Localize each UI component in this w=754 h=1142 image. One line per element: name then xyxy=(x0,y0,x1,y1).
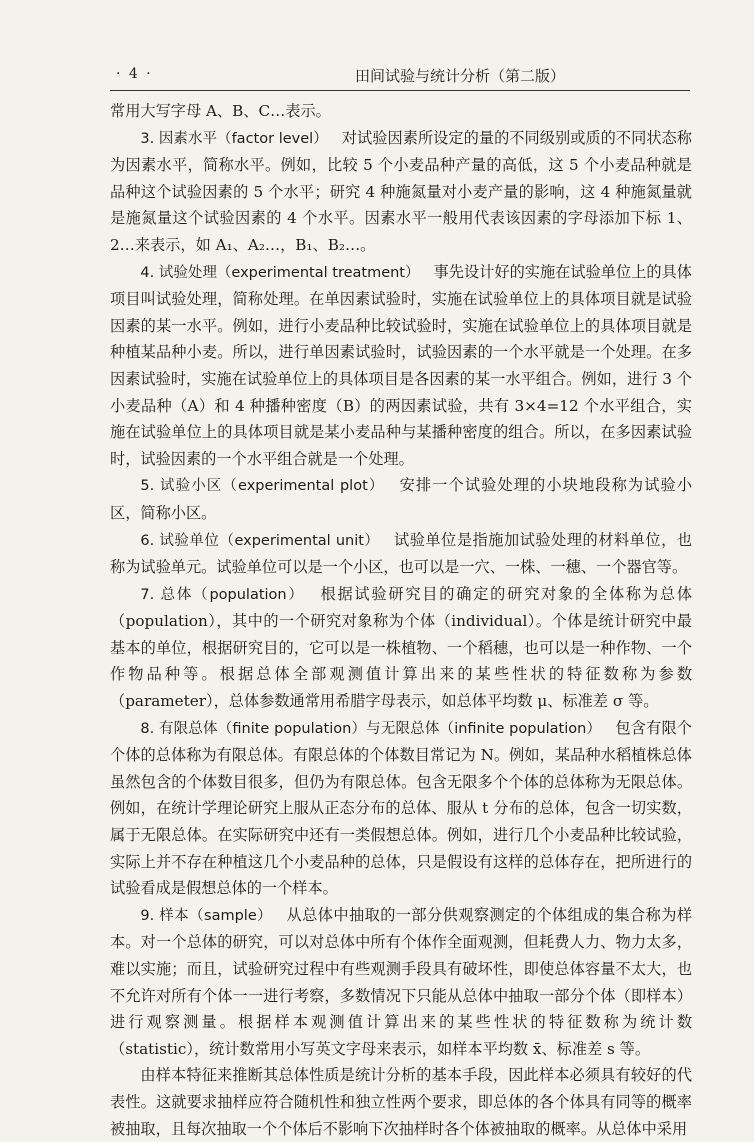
running-header xyxy=(110,60,690,91)
book-title: 田间试验与统计分析（第二版） xyxy=(354,67,565,85)
paragraph-text: 试验单位是指施加试验处理的材料单位，也称为试验单元。试验单位可以是一个小区，也可以是一穴、一株、一穗、一个器官等。 xyxy=(110,530,693,577)
body-text xyxy=(110,98,692,1142)
term-heading: 5. 试验小区（experimental plot） xyxy=(140,478,385,495)
paragraph-text: 包含有限个个体的总体称为有限总体。有限总体的个体数目常记为 N。例如，某品种水稻植株总体虽然包含的个体数目很多，但仍为有限总体。包含无限多个个体的总体称为无限总体。例如，在统计学理论研究上服从正态分布的总体、服从 t 分布的总体，包含一切实数，属于无限总体。在实际研究中还有一类假想总体。例如，进行几个小麦品种比较试验，实际上并不存在种植这几个小麦品种的总体，只是假设有这样的总体存在，把所进行的试验看成是假想总体的一个样本。 xyxy=(110,718,692,898)
term-heading: 9. 样本（sample） xyxy=(140,907,273,924)
term-heading: 8. 有限总体（finite population）与无限总体（infinite population） xyxy=(140,720,602,737)
paragraph-text: 对试验因素所设定的量的不同级别或质的不同状态称为因素水平，简称水平。例如，比较 5 个小麦品种产量的高低，这 5 个小麦品种就是品种这个试验因素的 5 个水平；研究 4 种施氮量对小麦产量的影响，这 4 种施氮量就是施氮量这个试验因素的 4 个水平。因素水平一般用代表该因素的字母添加下标 1、2…来表示，如 A₁、A₂…，B₁、B₂…。 xyxy=(110,128,692,254)
page-number: · 4 · xyxy=(116,66,153,82)
paragraph xyxy=(110,98,692,125)
paragraph xyxy=(110,259,692,473)
paragraph-text: 从总体中抽取的一部分供观察测定的个体组成的集合称为样本。对一个总体的研究，可以对总体中所有个体作全面观测，但耗费人力、物力太多，难以实施；而且，试验研究过程中有些观测手段具有破坏性，即使总体容量不太大，也不允许对所有个体一一进行考察，多数情况下只能从总体中抽取一部分个体（即样本）进行观察测量。根据样本观测值计算出来的某些性状的特征数称为统计数（statistic），统计数常用小写英文字母来表示，如样本平均数 x̄、标准差 s 等。 xyxy=(110,905,693,1058)
term-heading: 4. 试验处理（experimental treatment） xyxy=(140,264,420,281)
term-heading: 7. 总体（population） xyxy=(140,586,305,603)
paragraph-text: 根据试验研究目的确定的研究对象的全体称为总体（population），其中的一个研究对象称为个体（individual）。个体是统计研究中最基本的单位，根据研究目的，它可以是一株植物、一个稻穗，也可以是一种作物、一个作物品种等。根据总体全部观测值计算出来的某些性状的特征数称为参数（parameter），总体参数通常用希腊字母表示，如总体平均数 μ、标准差 σ 等。 xyxy=(110,584,692,711)
paragraph-text: 常用大写字母 A、B、C…表示。 xyxy=(110,102,331,120)
paragraph xyxy=(110,902,692,1063)
term-heading: 6. 试验单位（experimental unit） xyxy=(140,532,380,549)
paragraph xyxy=(110,581,692,715)
paragraph xyxy=(110,715,692,902)
term-heading: 3. 因素水平（factor level） xyxy=(140,130,328,147)
paragraph xyxy=(110,472,692,526)
paragraph-text: 由样本特征来推断其总体性质是统计分析的基本手段，因此样本必须具有较好的代表性。这就要求抽样应符合随机性和独立性两个要求，即总体的各个体具有同等的概率被抽取，且每次抽取一个个体后不影响下次抽样时各个体被抽取的概率。从总体中采用 xyxy=(110,1066,692,1138)
paragraph xyxy=(110,125,692,259)
paragraph xyxy=(110,1062,692,1142)
paragraph xyxy=(110,527,692,581)
paragraph-text: 事先设计好的实施在试验单位上的具体项目叫试验处理，简称处理。在单因素试验时，实施在试验单位上的具体项目就是试验因素的某一水平。例如，进行小麦品种比较试验时，实施在试验单位上的具体项目就是种植某品种小麦。所以，进行单因素试验时，试验因素的一个水平就是一个处理。在多因素试验时，实施在试验单位上的具体项目是各因素的某一水平组合。例如，进行 3 个小麦品种（A）和 4 种播种密度（B）的两因素试验，共有 3×4=12 个水平组合，实施在试验单位上的具体项目就是某小麦品种与某播种密度的组合。所以，在多因素试验时，试验因素的一个水平组合就是一个处理。 xyxy=(110,262,692,468)
paragraph-text: 安排一个试验处理的小块地段称为试验小区，简称小区。 xyxy=(110,476,693,522)
